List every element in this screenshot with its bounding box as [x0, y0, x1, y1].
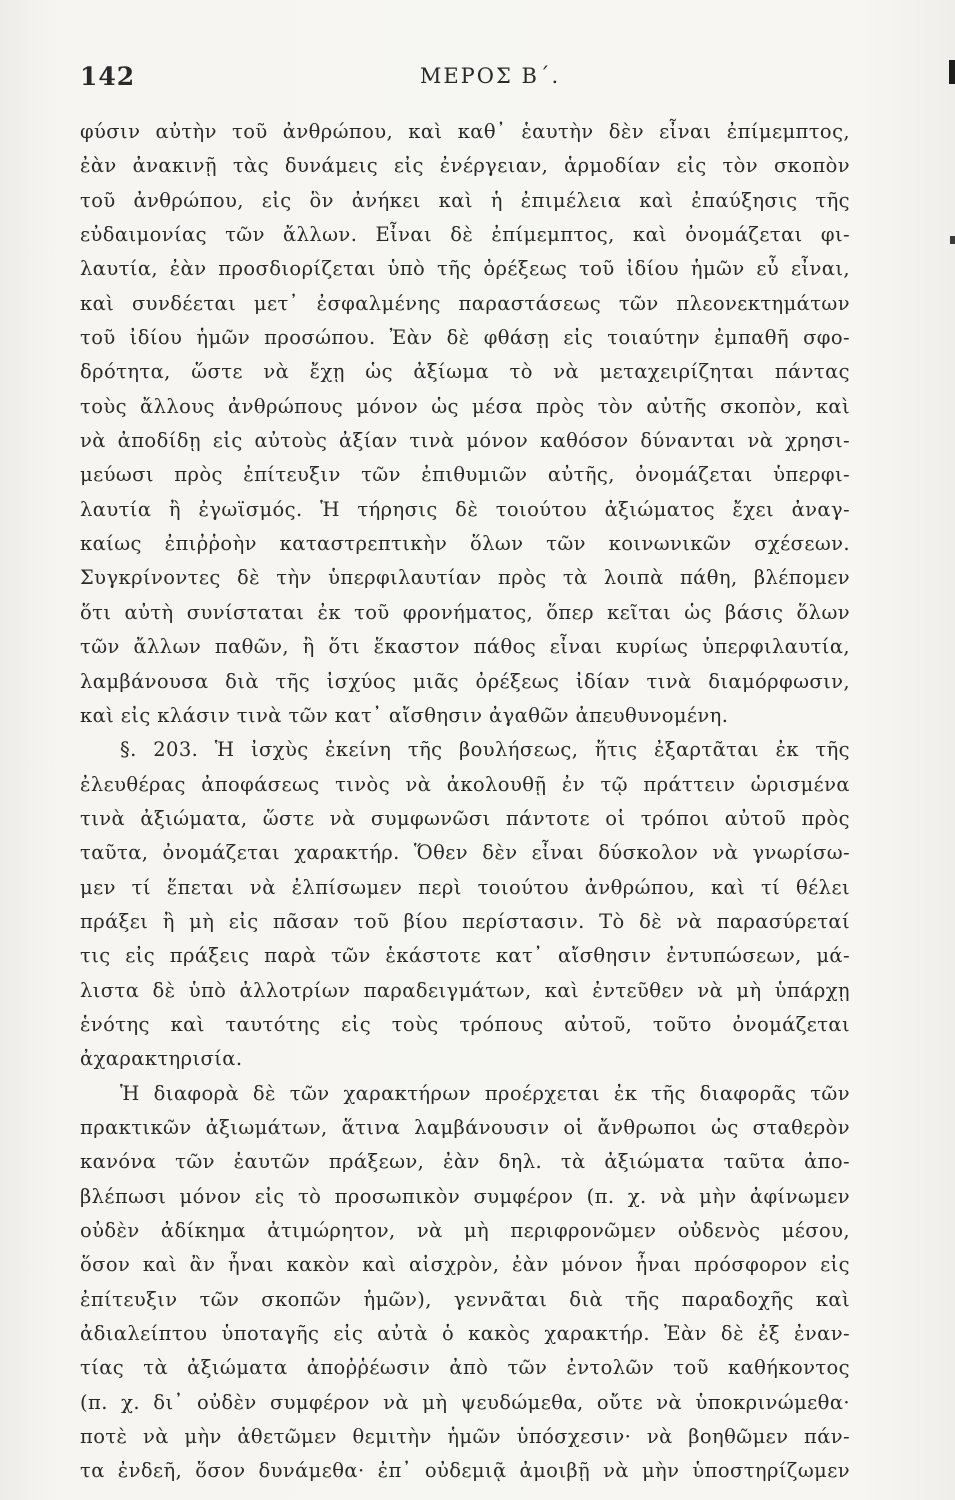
page-edge-mark	[949, 60, 955, 84]
text-line: εὐδαιμονίας τῶν ἄλλων. Εἶναι δὲ ἐπίμεμπτος, καὶ ὀνομάζεται φι-	[80, 223, 850, 247]
text-line: τις εἰς πράξεις παρὰ τῶν ἑκάστοτε κατ᾽ αἴσθησιν ἐντυπώσεων, μά-	[80, 944, 850, 968]
text-line: μεν τί ἕπεται νὰ ἐλπίσωμεν περὶ τοιούτου ἀνθρώπου, καὶ τί θέλει	[80, 875, 850, 899]
text-line: Συγκρίνοντες δὲ τὴν ὑπερφιλαυτίαν πρὸς τὰ λοιπὰ πάθη, βλέπομεν	[80, 566, 850, 590]
text-line: τῶν ἄλλων παθῶν, ἢ ὅτι ἕκαστον πάθος εἶναι κυρίως ὑπερφιλαυτία,	[80, 635, 850, 659]
text-line: ὅτι αὐτὴ συνίσταται ἐκ τοῦ φρονήματος, ὅπερ κεῖται ὡς βάσις ὅλων	[80, 600, 850, 624]
page-edge-mark	[950, 236, 955, 244]
text-line: ὅσον καὶ ἂν ἦναι κακὸν καὶ αἰσχρὸν, ἐὰν μόνον ἦναι πρόσφορον εἰς	[80, 1253, 850, 1277]
paragraph-start: Ἡ διαφορὰ δὲ τῶν χαρακτήρων προέρχεται ἐκ τῆς διαφορᾶς τῶν	[120, 1081, 850, 1105]
text-line: λαμβάνουσα διὰ τῆς ἰσχύος μιᾶς ὀρέξεως ἰδίαν τινὰ διαμόρφωσιν,	[80, 669, 850, 693]
page-number: 142	[80, 62, 136, 91]
page-header	[80, 62, 880, 96]
text-line: νὰ ἀποδίδῃ εἰς αὐτοὺς ἀξίαν τινὰ μόνον καθόσον δύνανται νὰ χρησι-	[80, 429, 850, 453]
text-line: τοῦ ἀνθρώπου, εἰς ὃν ἀνήκει καὶ ἡ ἐπιμέλεια καὶ ἐπαύξησις τῆς	[80, 188, 850, 212]
text-line: πρακτικῶν ἀξιωμάτων, ἅτινα λαμβάνουσιν οἱ ἄνθρωποι ὡς σταθερὸν	[80, 1115, 850, 1139]
text-line: (π. χ. δι᾽ οὐδὲν συμφέρον νὰ μὴ ψευδώμεθα, οὔτε νὰ ὑποκρινώμεθα·	[80, 1390, 850, 1414]
text-line: βλέπωσι μόνον εἰς τὸ προσωπικὸν συμφέρον (π. χ. νὰ μὴν ἀφίνωμεν	[80, 1184, 850, 1208]
text-line: μεύωσι πρὸς ἐπίτευξιν τῶν ἐπιθυμιῶν αὐτῆς, ὀνομάζεται ὑπερφι-	[80, 463, 850, 487]
text-line: φύσιν αὐτὴν τοῦ ἀνθρώπου, καὶ καθ᾽ ἑαυτὴν δὲν εἶναι ἐπίμεμπτος,	[80, 120, 850, 143]
text-line: δρότητα, ὥστε νὰ ἔχῃ ὡς ἀξίωμα τὸ νὰ μεταχειρίζηται πάντας	[80, 360, 850, 384]
text-line: τοὺς ἄλλους ἀνθρώπους μόνον ὡς μέσα πρὸς τὸν αὐτῆς σκοπὸν, καὶ	[80, 394, 850, 418]
text-line: λαυτία, ἐὰν προσδιορίζεται ὑπὸ τῆς ὀρέξεως τοῦ ἰδίου ἡμῶν εὖ εἶναι,	[80, 257, 850, 281]
body-text	[80, 115, 850, 1489]
text-line: κανόνα τῶν ἑαυτῶν πράξεων, ἐὰν δηλ. τὰ ἀξιώματα ταῦτα ἀπο-	[80, 1150, 850, 1174]
text-line: πράξει ἢ μὴ εἰς πᾶσαν τοῦ βίου περίστασιν. Τὸ δὲ νὰ παρασύρεταί	[80, 909, 850, 933]
text-line: λιστα δὲ ὑπὸ ἀλλοτρίων παραδειγμάτων, καὶ ἐντεῦθεν νὰ μὴ ὑπάρχῃ	[80, 978, 850, 1002]
text-line: καὶ εἰς κλάσιν τινὰ τῶν κατ᾽ αἴσθησιν ἀγαθῶν ἀπευθυνομένη.	[80, 703, 729, 727]
text-line: ἐὰν ἀνακινῇ τὰς δυνάμεις εἰς ἐνέργειαν, ἁρμοδίαν εἰς τὸν σκοπὸν	[80, 154, 850, 178]
text-line: λαυτία ἢ ἐγωϊσμός. Ἡ τήρησις δὲ τοιούτου ἀξιώματος ἔχει ἀναγ-	[80, 497, 850, 521]
running-head: ΜΕΡΟΣ Β΄.	[419, 64, 561, 88]
section-203-start: §. 203. Ἡ ἰσχὺς ἐκείνη τῆς βουλήσεως, ἥτις ἐξαρτᾶται ἐκ τῆς	[120, 738, 850, 762]
text-line: τινὰ ἀξιώματα, ὥστε νὰ συμφωνῶσι πάντοτε οἱ τρόποι αὐτοῦ πρὸς	[80, 806, 850, 830]
text-line: τοῦ ἰδίου ἡμῶν προσώπου. Ἐὰν δὲ φθάσῃ εἰς τοιαύτην ἐμπαθῆ σφο-	[80, 326, 850, 350]
text-line: ἀχαρακτηρισία.	[80, 1047, 243, 1071]
text-line: ταῦτα, ὀνομάζεται χαρακτήρ. Ὅθεν δὲν εἶναι δύσκολον νὰ γνωρίσω-	[80, 841, 850, 865]
text-line: τα ἐνδεῆ, ὅσον δυνάμεθα· ἐπ᾽ οὐδεμιᾷ ἀμοιβῇ νὰ μὴν ὑποστηρίζωμεν	[80, 1459, 850, 1483]
text-line: καίως ἐπιῤῥοὴν καταστρεπτικὴν ὅλων τῶν κοινωνικῶν σχέσεων.	[80, 532, 850, 556]
text-line: ἑνότης καὶ ταυτότης εἰς τοὺς τρόπους αὐτοῦ, τοῦτο ὀνομάζεται	[80, 1012, 850, 1036]
text-line: ποτὲ νὰ μὴν ἀθετῶμεν θεμιτὴν ἡμῶν ὑπόσχεσιν· νὰ βοηθῶμεν πάν-	[80, 1425, 850, 1449]
text-line: τίας τὰ ἀξιώματα ἀποῤῥέωσιν ἀπὸ τῶν ἐντολῶν τοῦ καθήκοντος	[80, 1356, 850, 1380]
text-line: ἐλευθέρας ἀποφάσεως τινὸς νὰ ἀκολουθῇ ἐν τῷ πράττειν ὡρισμένα	[80, 772, 850, 796]
text-line: ἐπίτευξιν τῶν σκοπῶν ἡμῶν), γεννᾶται διὰ τῆς παραδοχῆς καὶ	[80, 1287, 850, 1311]
text-line: καὶ συνδέεται μετ᾽ ἐσφαλμένης παραστάσεως τῶν πλεονεκτημάτων	[80, 291, 850, 315]
text-line: οὐδὲν ἀδίκημα ἀτιμώρητον, νὰ μὴ περιφρονῶμεν οὐδενὸς μέσου,	[80, 1219, 850, 1242]
text-line: ἀδιαλείπτου ὑποταγῆς εἰς αὐτὰ ὁ κακὸς χαρακτήρ. Ἐὰν δὲ ἐξ ἐναν-	[80, 1322, 850, 1346]
